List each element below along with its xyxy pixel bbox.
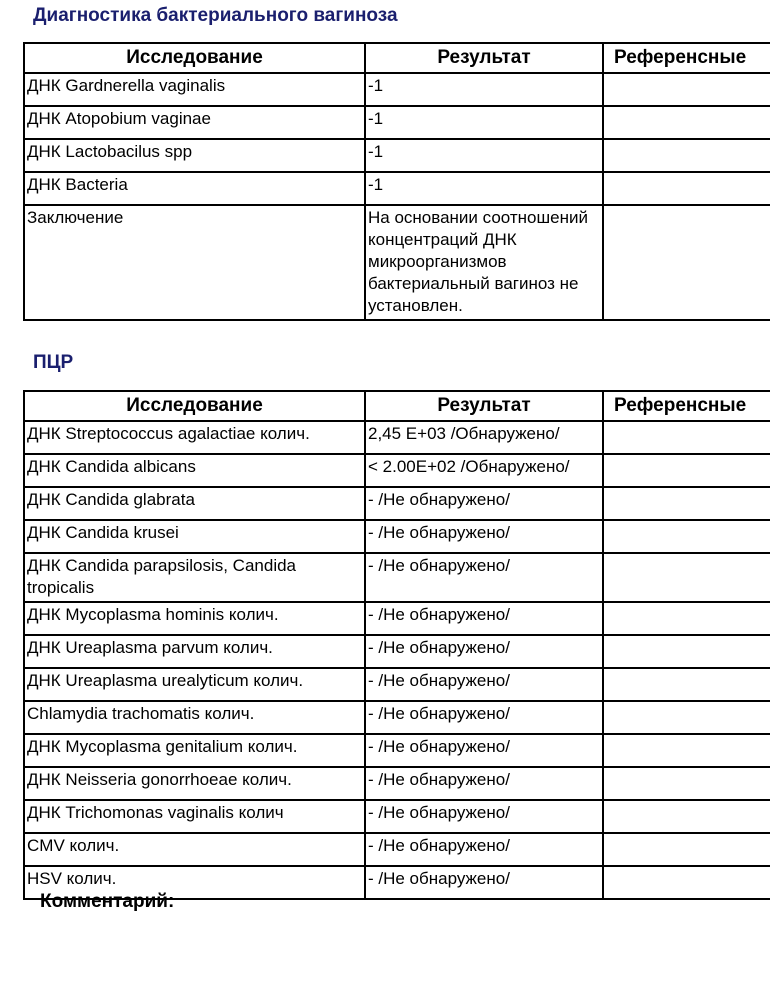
comment-label: Комментарий: — [40, 891, 175, 912]
table-row — [24, 172, 770, 205]
section-title-bv: Диагностика бактериального вагиноза — [33, 5, 398, 26]
test-result: - /Не обнаружено/ — [365, 767, 603, 800]
test-reference — [603, 800, 770, 833]
table-row — [24, 800, 770, 833]
test-result: - /Не обнаружено/ — [365, 602, 603, 635]
test-result: - /Не обнаружено/ — [365, 520, 603, 553]
header-test: Исследование — [24, 43, 365, 73]
table-row — [24, 833, 770, 866]
test-result: -1 — [365, 139, 603, 172]
test-name: HSV колич. — [24, 866, 365, 899]
test-result: - /Не обнаружено/ — [365, 833, 603, 866]
test-result: -1 — [365, 106, 603, 139]
pcr-results-table — [23, 390, 770, 900]
table-header-row — [24, 43, 770, 73]
test-result: - /Не обнаружено/ — [365, 487, 603, 520]
test-name: ДНК Streptococcus agalactiae колич. — [24, 421, 365, 454]
test-reference — [603, 701, 770, 734]
table-row — [24, 602, 770, 635]
header-reference: Референсные — [603, 391, 770, 421]
test-result: -1 — [365, 172, 603, 205]
test-result: - /Не обнаружено/ — [365, 800, 603, 833]
test-result: - /Не обнаружено/ — [365, 866, 603, 899]
test-reference — [603, 172, 770, 205]
test-result: 2,45 E+03 /Обнаружено/ — [365, 421, 603, 454]
table-row — [24, 668, 770, 701]
test-name: CMV колич. — [24, 833, 365, 866]
header-reference: Референсные — [603, 43, 770, 73]
test-result: - /Не обнаружено/ — [365, 701, 603, 734]
table-row — [24, 635, 770, 668]
test-result: - /Не обнаружено/ — [365, 553, 603, 602]
header-result: Результат — [365, 43, 603, 73]
test-name: ДНК Gardnerella vaginalis — [24, 73, 365, 106]
test-name: Заключение — [24, 205, 365, 320]
table-row — [24, 421, 770, 454]
test-result: - /Не обнаружено/ — [365, 635, 603, 668]
test-reference — [603, 139, 770, 172]
test-reference — [603, 635, 770, 668]
test-reference — [603, 520, 770, 553]
test-name: ДНК Lactobacilus spp — [24, 139, 365, 172]
table-row — [24, 520, 770, 553]
table-row — [24, 454, 770, 487]
test-reference — [603, 487, 770, 520]
test-name: Chlamydia trachomatis колич. — [24, 701, 365, 734]
test-name: ДНК Candida albicans — [24, 454, 365, 487]
table-row — [24, 73, 770, 106]
conclusion-text: На основании соотношений концентраций ДНК микроорганизмов бактериальный вагиноз не установлен. — [365, 205, 603, 320]
test-reference — [603, 668, 770, 701]
test-name: ДНК Trichomonas vaginalis колич — [24, 800, 365, 833]
test-reference — [603, 106, 770, 139]
table-row — [24, 553, 770, 602]
header-result: Результат — [365, 391, 603, 421]
test-reference — [603, 602, 770, 635]
table-row — [24, 734, 770, 767]
test-name: ДНК Ureaplasma parvum колич. — [24, 635, 365, 668]
table-row — [24, 106, 770, 139]
table-row — [24, 139, 770, 172]
test-name: ДНК Mycoplasma hominis колич. — [24, 602, 365, 635]
test-reference — [603, 734, 770, 767]
test-result: -1 — [365, 73, 603, 106]
table-row — [24, 701, 770, 734]
test-name: ДНК Mycoplasma genitalium колич. — [24, 734, 365, 767]
test-name: ДНК Candida krusei — [24, 520, 365, 553]
test-name: ДНК Ureaplasma urealyticum колич. — [24, 668, 365, 701]
test-reference — [603, 454, 770, 487]
test-name: ДНК Neisseria gonorrhoeae колич. — [24, 767, 365, 800]
table-header-row — [24, 391, 770, 421]
test-result: < 2.00E+02 /Обнаружено/ — [365, 454, 603, 487]
test-reference — [603, 73, 770, 106]
table-row — [24, 767, 770, 800]
test-reference — [603, 833, 770, 866]
test-reference — [603, 205, 770, 320]
header-test: Исследование — [24, 391, 365, 421]
test-result: - /Не обнаружено/ — [365, 734, 603, 767]
section-title-pcr: ПЦР — [33, 352, 74, 373]
test-reference — [603, 767, 770, 800]
table-row — [24, 487, 770, 520]
test-reference — [603, 866, 770, 899]
test-reference — [603, 421, 770, 454]
test-name: ДНК Atopobium vaginae — [24, 106, 365, 139]
test-name: ДНК Candida parapsilosis, Candida tropicalis — [24, 553, 365, 602]
test-name: ДНК Bacteria — [24, 172, 365, 205]
test-name: ДНК Candida glabrata — [24, 487, 365, 520]
table-row — [24, 205, 770, 320]
test-reference — [603, 553, 770, 602]
test-result: - /Не обнаружено/ — [365, 668, 603, 701]
bv-results-table — [23, 42, 770, 321]
